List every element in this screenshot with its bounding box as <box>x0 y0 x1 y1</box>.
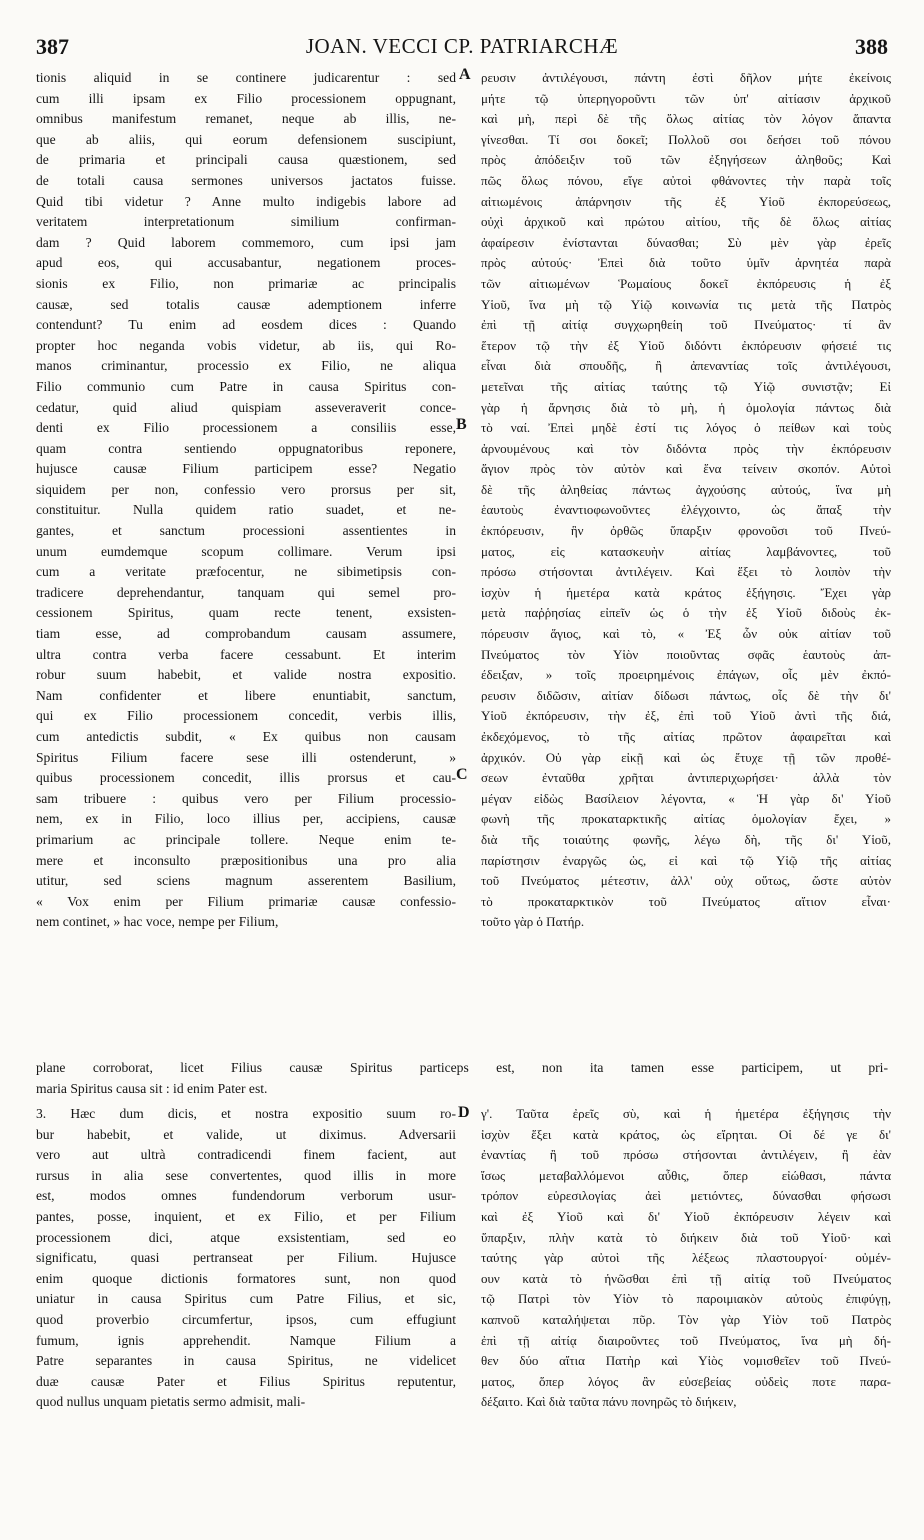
margin-mark-c: C <box>456 766 468 783</box>
text-line: Filio communio cum Patre in causa Spiritus con- <box>36 378 456 394</box>
text-line: πρόσω στήσονται ἀντιλέγειν. Καὶ ἕξει τὸ λοιπὸν τὴν <box>481 564 891 580</box>
text-line: θεν δύο αἴτια Πατὴρ καὶ Υἱὸς νομισθεῖεν τοῦ Πνεύ- <box>481 1353 891 1369</box>
text-line: ουν κατὰ τὸ ἡνῶσθαι ἐπὶ τῇ αἰτίᾳ τοῦ Πνεύματος <box>481 1270 891 1286</box>
text-line: πόρευσιν ἅγιος, καὶ τὸ, « Ἐξ ὧν οὐκ αἰτίαν τοῦ <box>481 626 891 642</box>
text-line: omnibus manifestum remanet, neque ab illis, ne- <box>36 111 456 127</box>
text-line: cum illi ipsam ex Filio processionem oppugnant, <box>36 90 456 106</box>
text-line: ἀρνουμένους καὶ τὸν διδόντα πρὸς τὴν ἐκπόρευσιν <box>481 440 891 456</box>
text-line: γὰρ ἡ ἄρνησις διὰ τὸ μὴ, ἡ ὁμολογία πάντως διὰ <box>481 399 891 415</box>
text-line: primarium ac principale tollere. Neque enim te- <box>36 831 456 847</box>
text-line: tiam esse, ad comprobandum causam assumere, <box>36 626 456 642</box>
text-line: constituitur. Nulla quidem ratio suadet, et ne- <box>36 502 456 518</box>
text-line: πρὸς ἀπόδειξιν τοῦ τῶν ἐξηγήσεων ἀληθοῦς; Καὶ <box>481 152 891 168</box>
greek-column-bottom <box>481 1104 891 1413</box>
text-line: fumum, ignis apprehendit. Namque Filium a <box>36 1332 456 1348</box>
text-line: ἰσχὺν ἕξει κατὰ κράτος, ὡς εἴρηται. Οἱ δέ γε δι' <box>481 1126 891 1142</box>
text-line: ἑαυτοὺς ἐναντιοφωνοῦντες ἐλέγχοιντο, ὡς ἅπαξ τὴν <box>481 502 891 518</box>
text-line: καπνοῦ καταλήψεται πῦρ. Τὸν γὰρ Υἱὸν τοῦ Πατρὸς <box>481 1311 891 1327</box>
text-line: Πνεύματος τὸν Υἱὸν ποιοῦντας σφᾶς ἑαυτοὺς ἀπ- <box>481 646 891 662</box>
text-line: maria Spiritus causa sit : id enim Pater est. <box>36 1080 268 1096</box>
page-number-right: 388 <box>855 34 888 59</box>
text-line: ματος, ὅπερ λόγος ἂν εὐσεβείας οὐδεὶς ποτε παρα- <box>481 1373 891 1389</box>
text-line: siquidem per non, confessio vero prorsus per sit, <box>36 481 456 497</box>
text-line: quam contra sentiendo oppugnatoribus reponere, <box>36 440 456 456</box>
text-line: ἐναντίας ἢ τοῦ πρόσω στήσονται ἀντιλέγειν, ἢ ἐὰν <box>481 1147 891 1163</box>
text-line: ἰσχὺν ἡ ἡμετέρα κατὰ κράτος ἐξήγησις. Ἔχει γὰρ <box>481 584 891 600</box>
text-line: ἀρχικόν. Οὐ γὰρ εἰκῇ καὶ ὡς ἔτυχε τῇ τῶν προθέ- <box>481 749 891 765</box>
text-line: ρευσιν ἀντιλέγουσι, πάντη ἐστὶ δῆλον μήτε ἐκείνοις <box>481 70 891 85</box>
text-line: Υἱοῦ, ἵνα μὴ τῷ Υἱῷ κοινωνία τις μετὰ τῆς Πατρὸς <box>481 296 891 312</box>
text-line: έδειξαν, » τοῖς προειρημένοις ἐπάγων, οἷς μὲν ἐκπό- <box>481 667 891 683</box>
text-line: σεων ἐνταῦθα χρῆται ἀντιπεριχωρήσει· ἀλλὰ τὸν <box>481 770 891 786</box>
text-line: cum a veritate præfocentur, ne sibimetipsis con- <box>36 564 456 580</box>
text-line: tradicere deprehendantur, tanquam qui semel pro- <box>36 584 456 600</box>
latin-column-top <box>36 68 456 933</box>
text-line: τοῦ Πνεύματος μέτεστιν, ἀλλ' οὐχ οὕτως, ὥστε αὐτὸν <box>481 873 891 889</box>
text-line: ἐπὶ τῇ αἰτίᾳ συγχωρηθείη τοῦ Πνεύματος· τί ἂν <box>481 317 891 333</box>
text-line: nem continet, » hac voce, nempe per Filium, <box>36 914 279 930</box>
text-line: quod nullus unquam pietatis sermo admisit, mali- <box>36 1394 306 1410</box>
text-line: ταύτης γὰρ αὐτοὶ τῆς λέξεως πλαστουργοί· οὐμέν- <box>481 1250 891 1266</box>
text-line: καὶ μὴ, περὶ δὲ τῆς ὅλως αἰτίας τὸν λόγον ἅπαντα <box>481 111 891 127</box>
text-line: causæ, sed totalis causæ ademptionem inferre <box>36 296 456 312</box>
text-line: ἐπὶ τῇ αἰτίᾳ διαιροῦντες τοῦ Πνεύματος, ἵνα μὴ δή- <box>481 1332 891 1348</box>
text-line: sionis ex Filio, non primariæ ac principalis <box>36 275 456 291</box>
text-line: de primaria et principali causa quæstionem, sed <box>36 152 456 168</box>
text-line: ἴσως μεταβαλλόμενοι αὖθις, ὅπερ εἰώθασι, πάντα <box>481 1167 891 1183</box>
text-line: φωνὴ τῆς προκαταρκτικῆς αἰτίας ὁμολογίαν ἔχει, » <box>481 811 891 827</box>
text-line: τῶν αἰτιωμένων Ῥωμαίους δοκεῖ ἐκπόρευσις ἡ ἐξ <box>481 275 891 291</box>
text-line: οὐχὶ ἀρχικοῦ καὶ πρώτου αἰτίου, τῆς δὲ ὅλως αἰτίας <box>481 214 891 230</box>
text-line: de totali causa sermones universos jactatos fuisse. <box>36 172 456 188</box>
margin-mark-a: A <box>459 66 471 83</box>
text-line: Spiritus Filium facere sese illi ostenderunt, » <box>36 749 456 765</box>
text-line: τῷ Πατρὶ τὸν Υἱὸν τὸ παροιμιακὸν αὐτοὺς ἐπιφύγῃ, <box>481 1291 891 1307</box>
full-width-paragraph <box>36 1058 888 1099</box>
text-line: robur suum habebit, et valide nostra expositio. <box>36 667 456 683</box>
text-line: μετεῖναι τῆς αἰτίας ταύτης τῷ Υἱῷ συνιστᾷν; Εἰ <box>481 378 891 394</box>
text-line: παρίστησιν ἐναργῶς ὡς, εἰ καὶ τῷ Υἱῷ τῆς αἰτίας <box>481 852 891 868</box>
text-line: μήτε τῷ ὑπερηγοροῦντι τῶν ὑπ' αἰτίασιν ἀρχικοῦ <box>481 90 891 106</box>
text-line: contendunt? Tu enim ad eosdem dices : Quando <box>36 317 456 333</box>
text-line: γ'. Ταῦτα ἐρεῖς σὺ, καὶ ἡ ἡμετέρα ἐξήγησις τὴν <box>481 1106 891 1121</box>
text-line: ultra contra verba facere cessabunt. Et interim <box>36 646 456 662</box>
text-line: διὰ τῆς τοιαύτης φωνῆς, λέγω δὴ, τῆς δι' Υἱοῦ, <box>481 831 891 847</box>
text-line: τὸ προκαταρκτικὸν τοῦ Πνεύματος αἴτιον εἶναι· <box>481 893 891 909</box>
text-line: cessionem Spiritus, quam recte tenent, exsisten- <box>36 605 456 621</box>
text-line: ἐκπόρευσιν, ἣν ὀρθῶς ὕπαρξιν φρονοῦσι τοῦ Πνεύ- <box>481 523 891 539</box>
text-line: καὶ ἐξ Υἱοῦ καὶ δι' Υἱοῦ ἐκπόρευσιν λέγειν καὶ <box>481 1208 891 1224</box>
text-line: manos criminantur, processio ex Filio, ne aliqua <box>36 358 456 374</box>
text-line: vero aut ultrà contradicendi finem facient, aut <box>36 1147 456 1163</box>
text-line: αἰτιωμένοις ἀπάρνησιν τῆς ἐξ Υἱοῦ ἐκπορεύσεως, <box>481 193 891 209</box>
text-line: nem, ex in Filio, loco illius per, accipiens, causæ <box>36 811 456 827</box>
text-line: μετὰ παῤῥησίας εἰπεῖν ὡς ὁ τὴν ἐξ Υἱοῦ διδοὺς ἐκ- <box>481 605 891 621</box>
text-line: denti ex Filio processionem a consiliis esse, <box>36 420 456 436</box>
margin-mark-b: B <box>456 416 467 433</box>
text-line: sam tribuere : quibus vero per Filium processio- <box>36 790 456 806</box>
text-line: ἐκδεχόμενος, τὸ τῆς αἰτίας πρῶτον ἀφαιρεῖται καὶ <box>481 729 891 744</box>
text-line: μέγαν εἰδὼς Βασίλειον λέγοντα, « Ἡ γὰρ δι' Υἱοῦ <box>481 790 891 806</box>
text-line: τρόπον εὑρεσιλογίας ἀεὶ μετιόντες, δύνασθαι φήσωσι <box>481 1188 891 1204</box>
text-line: δὲ τῆς ἀληθείας πάντως ἀγχούσης αὐτούς, ἵνα μὴ <box>481 481 891 497</box>
text-line: Patre separantes in causa Spiritus, ne videlicet <box>36 1353 456 1369</box>
text-line: δέξαιτο. Καὶ διὰ ταῦτα πάνυ πονηρῶς τὸ διήκειν, <box>481 1394 737 1410</box>
text-line: que ab aliis, qui eorum defensionem suscipiunt, <box>36 131 456 147</box>
text-line: tionis aliquid in se continere judicarentur : sed <box>36 70 456 85</box>
text-line: hujusce causæ Filium participem esse? Negatio <box>36 461 456 477</box>
page-number-left: 387 <box>36 34 69 59</box>
text-line: mere et inconsulto præpositionibus una pro alia <box>36 852 456 868</box>
text-line: ἅγιον πρὸς τὸν αὐτὸν καὶ ἕνα τείνειν σκοπόν. Αὐτοὶ <box>481 461 891 477</box>
text-line: ρευσιν διδῶσιν, αἰτίαν δίδωσι πάντως, οἷς δὲ τὴν δι' <box>481 687 891 703</box>
text-line: apud eos, qui accusabantur, negationem proces- <box>36 255 456 271</box>
text-line: Nam confidenter et libere enuntiabit, sanctum, <box>36 687 456 703</box>
text-line: utitur, sed sciens magnum asserentem Basilium, <box>36 873 456 889</box>
text-line: gantes, et sanctum processioni assentientes in <box>36 523 456 539</box>
text-line: τοῦτο γὰρ ὁ Πατήρ. <box>481 914 585 930</box>
running-header <box>36 34 888 64</box>
text-line: cedatur, quid aliud quispiam asseveraverit conce- <box>36 399 456 415</box>
text-line: πῶς ὅλως πόνου, εἴγε αὐτοὶ φθάνοντες τὴν παρὰ τοῖς <box>481 172 891 188</box>
text-line: enim quoque dictionis formatores sunt, non quod <box>36 1270 456 1286</box>
text-line: uniatur in causa Spiritus cum Patre Filius, et sic, <box>36 1291 456 1307</box>
text-line: 3. Hæc dum dicis, et nostra expositio suum ro- <box>36 1106 456 1121</box>
greek-column-top <box>481 68 891 933</box>
text-line: rursus in alia sese convertentes, quod illis in more <box>36 1167 456 1183</box>
text-line: plane corroborat, licet Filius causæ Spiritus particeps est, non ita tamen esse participem, ut pri- <box>36 1060 888 1075</box>
text-line: cum antedictis subdit, « Ex quibus non causam <box>36 729 456 744</box>
text-line: quod proverbio circumfertur, ipsos, cum effugiunt <box>36 1311 456 1327</box>
text-line: propter hoc neganda vobis videtur, ab iis, qui Ro- <box>36 337 456 353</box>
text-line: γίνεσθαι. Τί σοι δοκεῖ; Πολλοῦ σοι δεήσει τοῦ πόνου <box>481 131 891 147</box>
text-line: ὕπαρξιν, πλὴν κατὰ τὸ διήκειν διὰ τοῦ Υἱοῦ· καὶ <box>481 1229 891 1245</box>
running-title: JOAN. VECCI CP. PATRIARCHÆ <box>305 34 619 58</box>
latin-column-bottom <box>36 1104 456 1413</box>
text-line: unum eumdemque scopum collimare. Verum ipsi <box>36 543 456 559</box>
text-line: veritatem interpretationum similium confirman- <box>36 214 456 230</box>
text-line: bur habebit, et valide, ut diximus. Adversarii <box>36 1126 456 1142</box>
text-line: significatu, quasi pertranseat per Filium. Hujusce <box>36 1250 456 1266</box>
text-line: est, modos omnes fundendorum verborum usur- <box>36 1188 456 1204</box>
text-line: dam ? Quid laborem commemoro, cum ipsi jam <box>36 234 456 250</box>
text-line: pantes, posse, inquient, et ex Filio, et per Filium <box>36 1208 456 1224</box>
text-line: εἶναι διὰ σπουδῆς, ἢ ἀπεναντίας τοῖς ἀντιλέγουσι, <box>481 358 891 374</box>
text-line: ἕτερον τῷ τὴν ἐξ Υἱοῦ διδόντι ἐκπόρευσιν φήσειέ τις <box>481 337 891 353</box>
margin-mark-d: D <box>458 1104 470 1121</box>
text-line: « Vox enim per Filium primariæ causæ confessio- <box>36 893 456 909</box>
text-line: quibus processionem concedit, illis prorsus et cau- <box>36 770 456 786</box>
text-line: ματος, εἰς κατασκευὴν αἰτίας λαμβάνοντες, τοῦ <box>481 543 891 559</box>
text-line: πρὸς αὐτούς· Ἐπεὶ διὰ τοῦτο ὑμῖν ἀρνητέα παρὰ <box>481 255 891 271</box>
text-line: Υἱοῦ ἐκπόρευσιν, τὴν ἐξ, ἐπὶ τοῦ Υἱοῦ ἀντὶ τῆς διά, <box>481 708 891 724</box>
text-line: processionem dici, atque exsistentiam, sed eo <box>36 1229 456 1245</box>
text-line: duæ causæ Pater et Filius Spiritus reputentur, <box>36 1373 456 1389</box>
text-line: ἀφαίρεσιν ἐνίστανται δύνασθαι; Σὺ μὲν γὰρ ἐρεῖς <box>481 234 891 250</box>
text-line: τὸ ναί. Ἐπεὶ μηδὲ ἐστί τις λόγος ὁ πείθων καὶ τοὺς <box>481 420 891 436</box>
text-line: qui ex Filio processionem concedit, verbis illis, <box>36 708 456 724</box>
text-line: Quid tibi videtur ? Anne multo indigebis labore ad <box>36 193 456 209</box>
